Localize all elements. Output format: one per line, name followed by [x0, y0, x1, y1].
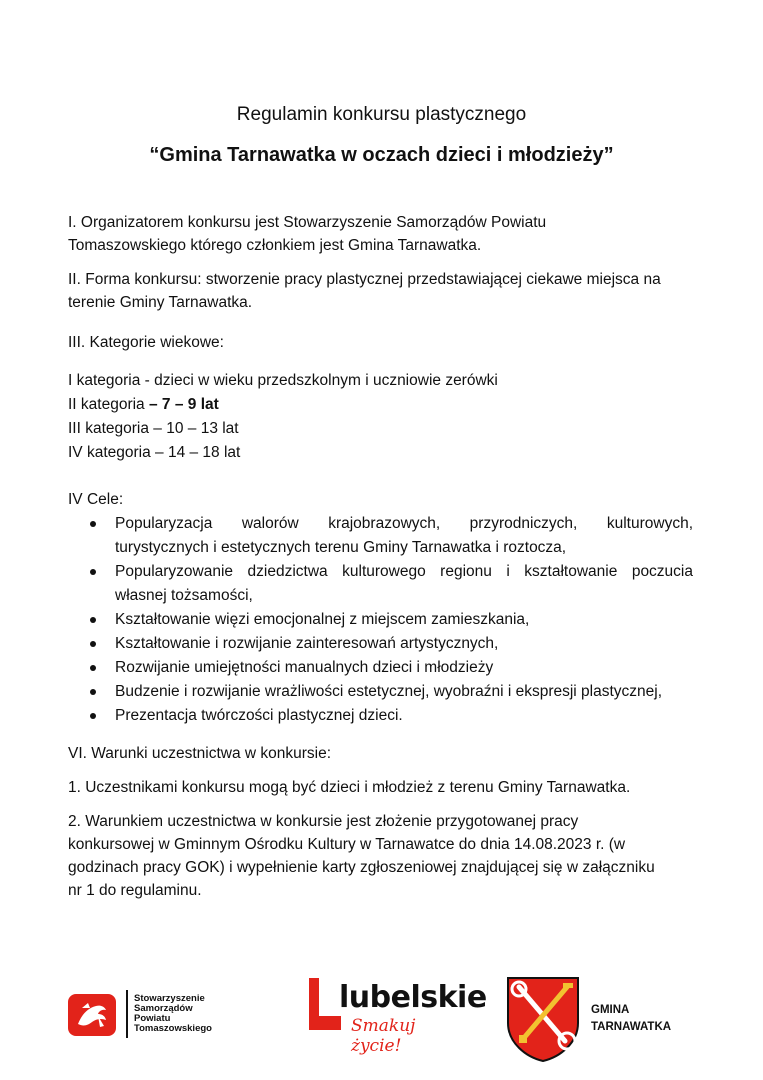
- condition-2-line-4: nr 1 do regulaminu.: [68, 882, 202, 899]
- bullet-icon: [90, 521, 96, 527]
- gmina-name: [591, 1002, 671, 1036]
- lubelskie-wordmark: lubelskie: [339, 980, 487, 1015]
- divider: [126, 990, 128, 1038]
- category-2-range: – 7 – 9 lat: [149, 396, 219, 413]
- list-item: [68, 680, 693, 704]
- gmina-line-2: TARNAWATKA: [591, 1021, 672, 1033]
- griffin-emblem-icon: [68, 994, 116, 1036]
- category-2-label: II kategoria: [68, 396, 149, 413]
- category-3: III kategoria – 10 – 13 lat: [68, 420, 239, 437]
- bullet-icon: [90, 713, 96, 719]
- goal-5: Rozwijanie umiejętności manualnych dzieci i młodzieży: [115, 659, 494, 676]
- association-line-3: Powiatu: [134, 1013, 171, 1024]
- section-1-line-1: I. Organizatorem konkursu jest Stowarzyszenie Samorządów Powiatu: [68, 214, 547, 231]
- title-line-1: Regulamin konkursu plastycznego: [236, 104, 527, 125]
- association-logo: [68, 990, 238, 1040]
- list-item: [68, 656, 693, 680]
- category-2: [68, 396, 219, 413]
- bullet-icon: [90, 689, 96, 695]
- condition-2-line-3: godzinach pracy GOK) i wypełnienie karty zgłoszeniowej znajdującej się w załączniku: [68, 859, 655, 876]
- coat-of-arms-icon: [505, 975, 581, 1063]
- section-2-line-2: terenie Gminy Tarnawatka.: [68, 294, 253, 311]
- goals-heading: IV Cele:: [68, 491, 124, 508]
- bullet-icon: [90, 617, 96, 623]
- bullet-icon: [90, 569, 96, 575]
- list-item: [68, 704, 693, 728]
- association-name: [134, 994, 212, 1034]
- goal-3: Kształtowanie więzi emocjonalnej z miejscem zamieszkania,: [115, 611, 530, 628]
- bullet-icon: [90, 665, 96, 671]
- list-item: [68, 632, 693, 656]
- association-line-4: Tomaszowskiego: [134, 1023, 212, 1034]
- list-item: [68, 608, 693, 632]
- goals-list: [68, 512, 693, 728]
- list-item: [68, 560, 693, 608]
- gmina-line-1: GMINA: [591, 1004, 630, 1016]
- gmina-logo: [505, 975, 685, 1065]
- goal-1-line-2: turystycznych i estetycznych terenu Gminy Tarnawatka i roztocza,: [115, 539, 567, 556]
- title-line-2: “Gmina Tarnawatka w oczach dzieci i młodzieży”: [149, 144, 614, 166]
- association-line-1: Stowarzyszenie: [134, 993, 205, 1004]
- section-6-heading: VI. Warunki uczestnictwa w konkursie:: [68, 745, 332, 762]
- goal-6: Budzenie i rozwijanie wrażliwości estetycznej, wyobraźni i ekspresji plastycznej,: [115, 683, 663, 700]
- bullet-icon: [90, 641, 96, 647]
- goal-4: Kształtowanie i rozwijanie zainteresowań artystycznych,: [115, 635, 499, 652]
- lubelskie-logo: [305, 976, 487, 1056]
- lubelskie-slogan: Smakuj życie!: [351, 1016, 416, 1056]
- section-1-line-2: Tomaszowskiego którego członkiem jest Gmina Tarnawatka.: [68, 237, 482, 254]
- section-2-line-1: II. Forma konkursu: stworzenie pracy plastycznej przedstawiającej ciekawe miejsca na: [68, 271, 661, 288]
- category-4: IV kategoria – 14 – 18 lat: [68, 444, 241, 461]
- section-3-heading: III. Kategorie wiekowe:: [68, 334, 224, 351]
- lubelskie-l-emblem-icon: [305, 976, 343, 1032]
- list-item: [68, 512, 693, 560]
- goal-7: Prezentacja twórczości plastycznej dzieci.: [115, 707, 403, 724]
- section-2: [68, 268, 693, 314]
- goal-2-line-1: Popularyzowanie dziedzictwa kulturowego regionu i kształtowanie poczucia: [115, 563, 693, 580]
- association-line-2: Samorządów: [134, 1003, 193, 1014]
- age-categories: [68, 369, 693, 465]
- condition-1: 1. Uczestnikami konkursu mogą być dzieci i młodzież z terenu Gminy Tarnawatka.: [68, 779, 631, 796]
- goal-2-line-2: własnej tożsamości,: [115, 587, 253, 604]
- condition-2-line-1: 2. Warunkiem uczestnictwa w konkursie jest złożenie przygotowanej pracy: [68, 813, 579, 830]
- condition-2: [68, 810, 693, 902]
- goal-1-line-1: Popularyzacja walorów krajobrazowych, przyrodniczych, kulturowych,: [115, 515, 693, 532]
- category-1: I kategoria - dzieci w wieku przedszkolnym i uczniowie zerówki: [68, 372, 498, 389]
- condition-2-line-2: konkursowej w Gminnym Ośrodku Kultury w Tarnawatce do dnia 14.08.2023 r. (w: [68, 836, 626, 853]
- section-1: [68, 211, 693, 257]
